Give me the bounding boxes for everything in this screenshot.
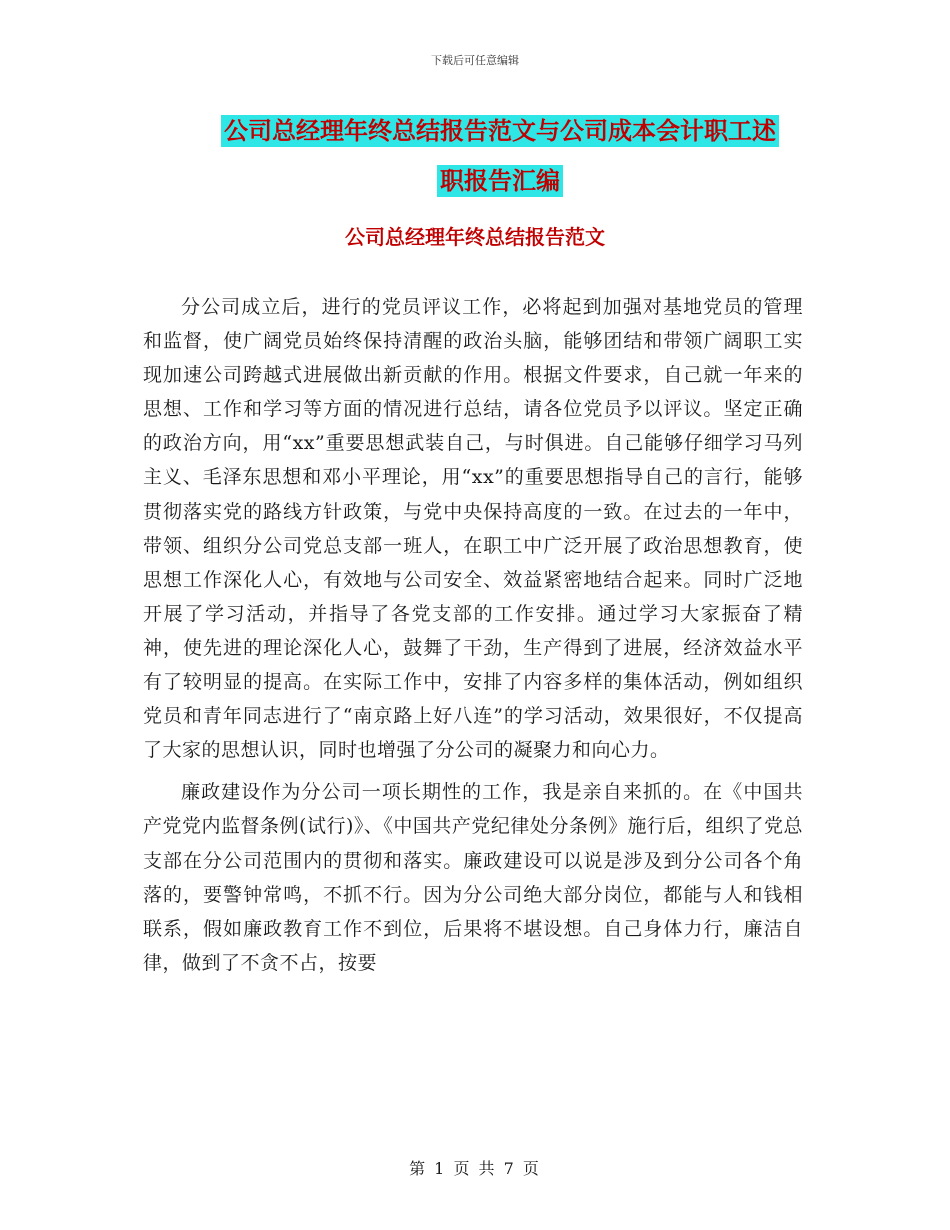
header-note: 下载后可任意编辑 xyxy=(431,54,519,67)
document-title-line-2: 职报告汇编 xyxy=(437,165,563,197)
document-title-line-1: 公司总经理年终总结报告范文与公司成本会计职工述 xyxy=(221,115,779,147)
page-number-footer: 第 1 页 共 7 页 xyxy=(409,1159,541,1178)
paragraph: 廉政建设作为分公司一项长期性的工作，我是亲自来抓的。在《中国共产党党内监督条例(试行)》、《中国共产党纪律处分条例》施行后，组织了党总支部在分公司范围内的贯彻和落实。廉政建设可以说是涉及到分公司各个角落的，要警钟常鸣，不抓不行。因为分公司绝大部分岗位，都能与人和钱相联系，假如廉政教育工作不到位，后果将不堪设想。自己身体力行，廉洁自律，做到了不贪不占，按要 xyxy=(143,781,803,974)
document-title xyxy=(190,106,810,206)
section-title: 公司总经理年终总结报告范文 xyxy=(345,225,605,249)
document-body xyxy=(143,290,803,988)
paragraph: 分公司成立后，进行的党员评议工作，必将起到加强对基地党员的管理和监督，使广阔党员始终保持清醒的政治头脑，能够团结和带领广阔职工实现加速公司跨越式进展做出新贡献的作用。根据文件要求，自己就一年来的思想、工作和学习等方面的情况进行总结，请各位党员予以评议。坚定正确的政治方向，用“xx”重要思想武装自己，与时俱进。自己能够仔细学习马列主义、毛泽东思想和邓小平理论，用“xx”的重要思想指导自己的言行，能够贯彻落实党的路线方针政策，与党中央保持高度的一致。在过去的一年中，带领、组织分公司党总支部一班人，在职工中广泛开展了政治思想教育，使思想工作深化人心，有效地与公司安全、效益紧密地结合起来。同时广泛地开展了学习活动，并指导了各党支部的工作安排。通过学习大家振奋了精神，使先进的理论深化人心，鼓舞了干劲，生产得到了进展，经济效益水平有了较明显的提高。在实际工作中，安排了内容多样的集体活动，例如组织党员和青年同志进行了“南京路上好八连”的学习活动，效果很好，不仅提高了大家的思想认识，同时也增强了分公司的凝聚力和向心力。 xyxy=(143,296,803,762)
